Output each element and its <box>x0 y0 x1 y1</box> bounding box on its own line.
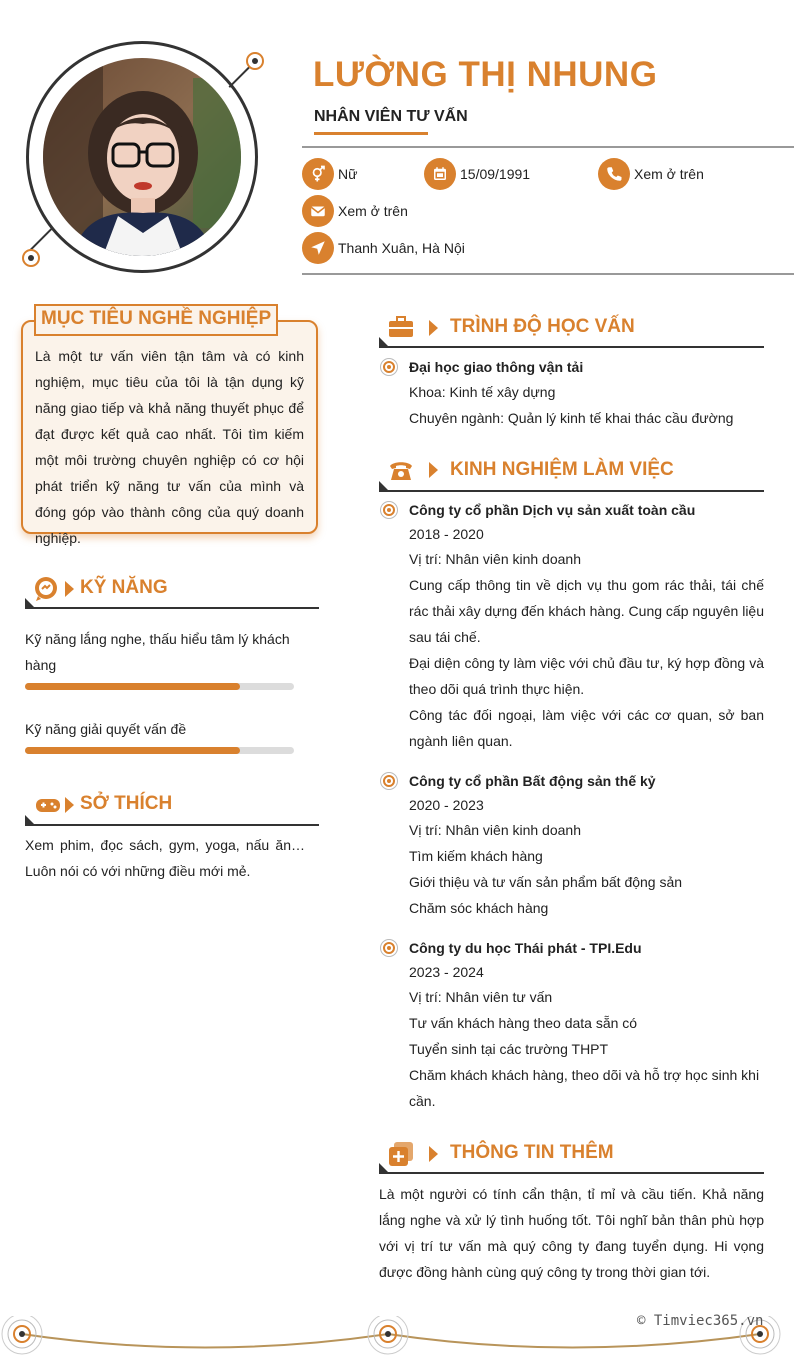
avatar-ring-dot-top <box>246 52 264 70</box>
job-title-underline <box>314 132 428 135</box>
skill-name: Kỹ năng lắng nghe, thấu hiểu tâm lý khách hàng <box>25 631 290 673</box>
additional-rule <box>379 1172 764 1174</box>
job-company: Công ty cổ phần Dịch vụ sản xuất toàn cầu <box>409 502 696 518</box>
experience-arrow-icon <box>429 462 438 478</box>
address-info <box>302 232 465 264</box>
job-bullet-icon <box>380 772 398 790</box>
job-period: 2020 - 2023 <box>409 797 484 813</box>
skills-arrow-icon <box>65 581 74 597</box>
skills-rule <box>25 607 319 609</box>
gamepad-icon <box>35 792 61 818</box>
hobbies-text: Xem phim, đọc sách, gym, yoga, nấu ăn… Luôn nói có với những điều mới mẻ. <box>25 837 305 879</box>
email-icon <box>302 195 334 227</box>
experience-rule <box>379 490 764 492</box>
job-period: 2023 - 2024 <box>409 964 484 980</box>
skills-icon <box>33 576 59 602</box>
skill-bar <box>25 747 294 754</box>
education-corner <box>379 337 389 347</box>
header-rule-bottom <box>302 273 794 275</box>
candidate-name: LƯỜNG THỊ NHUNG <box>313 55 658 94</box>
job-duty: Công tác đối ngoại, làm việc với các cơ quan, sở ban ngành liên quan. <box>409 707 764 749</box>
education-faculty: Khoa: Kinh tế xây dựng <box>409 384 556 400</box>
job-company: Công ty cổ phần Bất động sản thế kỷ <box>409 773 656 789</box>
job-bullet-icon <box>380 939 398 957</box>
skill-bar <box>25 683 294 690</box>
gender-info <box>302 158 357 190</box>
email-value: Xem ở trên <box>338 203 408 219</box>
education-bullet-icon <box>380 358 398 376</box>
job-duty: Chăm sóc khách hàng <box>409 900 549 916</box>
job-duty: Tìm kiếm khách hàng <box>409 848 543 864</box>
watermark: © Timviec365.vn <box>637 1313 764 1329</box>
birthday-info <box>424 158 530 190</box>
gender-value: Nữ <box>338 166 358 182</box>
job-duty: Chăm khách khách hàng, theo dõi và hỗ trợ học sinh khi cần. <box>409 1067 760 1109</box>
education-school: Đại học giao thông vận tải <box>409 359 584 375</box>
hobbies-arrow-icon <box>65 797 74 813</box>
additional-corner <box>379 1163 389 1173</box>
location-arrow-icon <box>302 232 334 264</box>
hobbies-corner <box>25 815 35 825</box>
education-title: TRÌNH ĐỘ HỌC VẤN <box>450 316 635 337</box>
objective-text: Là một tư vấn viên tận tâm và có kinh nghiệm, mục tiêu của tôi là tận dụng kỹ năng giao tiếp và khả năng thuyết phục để đạt được kết quả cao nhất. Tôi tìm kiếm một môi trường chuyên nghiệp có cơ hội phát triển kỹ năng tư vấn của mình và đóng góp vào thành công của quý doanh nghiệp. <box>35 348 304 546</box>
experience-title: KINH NGHIỆM LÀM VIỆC <box>450 459 674 480</box>
job-duty: Giới thiệu và tư vấn sản phẩm bất động sản <box>409 874 683 890</box>
additional-text: Là một người có tính cẩn thận, tỉ mỉ và cầu tiến. Khả năng lắng nghe và xử lý tình huống tốt. Tôi nghĩ bản thân phù hợp với vị trí tư vấn mà quý công ty đang tuyển dụng. Hi vọng được đồng hành cùng quý công ty trong thời gian tới. <box>379 1186 764 1280</box>
telephone-icon <box>388 457 414 483</box>
phone-info <box>598 158 704 190</box>
phone-icon <box>598 158 630 190</box>
email-info <box>302 195 408 227</box>
job-position: Vị trí: Nhân viên kinh doanh <box>409 551 581 567</box>
job-duty: Tuyển sinh tại các trường THPT <box>409 1041 609 1057</box>
job-duty: Tư vấn khách hàng theo data sẵn có <box>409 1015 638 1031</box>
job-position: Vị trí: Nhân viên tư vấn <box>409 989 553 1005</box>
hobbies-rule <box>25 824 319 826</box>
footer-target-icon <box>2 1316 42 1354</box>
skills-title: KỸ NĂNG <box>80 577 168 598</box>
skill-name: Kỹ năng giải quyết vấn đề <box>25 721 187 737</box>
objective-title: MỤC TIÊU NGHỀ NGHIỆP <box>34 304 278 336</box>
avatar <box>43 58 241 256</box>
job-period: 2018 - 2020 <box>409 526 484 542</box>
additional-title: THÔNG TIN THÊM <box>450 1142 614 1163</box>
copy-plus-icon <box>388 1141 414 1167</box>
education-major: Chuyên ngành: Quản lý kinh tế khai thác cầu đường <box>409 410 734 426</box>
job-duty: Cung cấp thông tin về dịch vụ thu gom rác thải, tái chế rác thải xây dựng đến khách hàng. Cung cấp nguyên liệu sau tái chế. <box>409 577 764 645</box>
calendar-icon <box>424 158 456 190</box>
skill-bar-fill <box>25 747 240 754</box>
experience-corner <box>379 481 389 491</box>
education-arrow-icon <box>429 320 438 336</box>
hobbies-title: SỞ THÍCH <box>80 793 173 814</box>
address-value: Thanh Xuân, Hà Nội <box>338 240 465 256</box>
skill-bar-fill <box>25 683 240 690</box>
job-company: Công ty du học Thái phát - TPI.Edu <box>409 940 642 956</box>
skills-corner <box>25 598 35 608</box>
avatar-ring-dot-bottom <box>22 249 40 267</box>
phone-value: Xem ở trên <box>634 166 704 182</box>
additional-arrow-icon <box>429 1146 438 1162</box>
footer-target-icon <box>368 1316 408 1354</box>
job-title: NHÂN VIÊN TƯ VẤN <box>314 108 468 125</box>
birthday-value: 15/09/1991 <box>460 166 531 182</box>
job-bullet-icon <box>380 501 398 519</box>
gender-icon <box>302 158 334 190</box>
header-rule-top <box>302 146 794 148</box>
job-duty: Đại diện công ty làm việc với chủ đầu tư, ký hợp đồng và theo dõi quá trình thực hiện. <box>409 655 764 697</box>
education-rule <box>379 346 764 348</box>
job-position: Vị trí: Nhân viên kinh doanh <box>409 822 581 838</box>
briefcase-icon <box>388 314 414 340</box>
